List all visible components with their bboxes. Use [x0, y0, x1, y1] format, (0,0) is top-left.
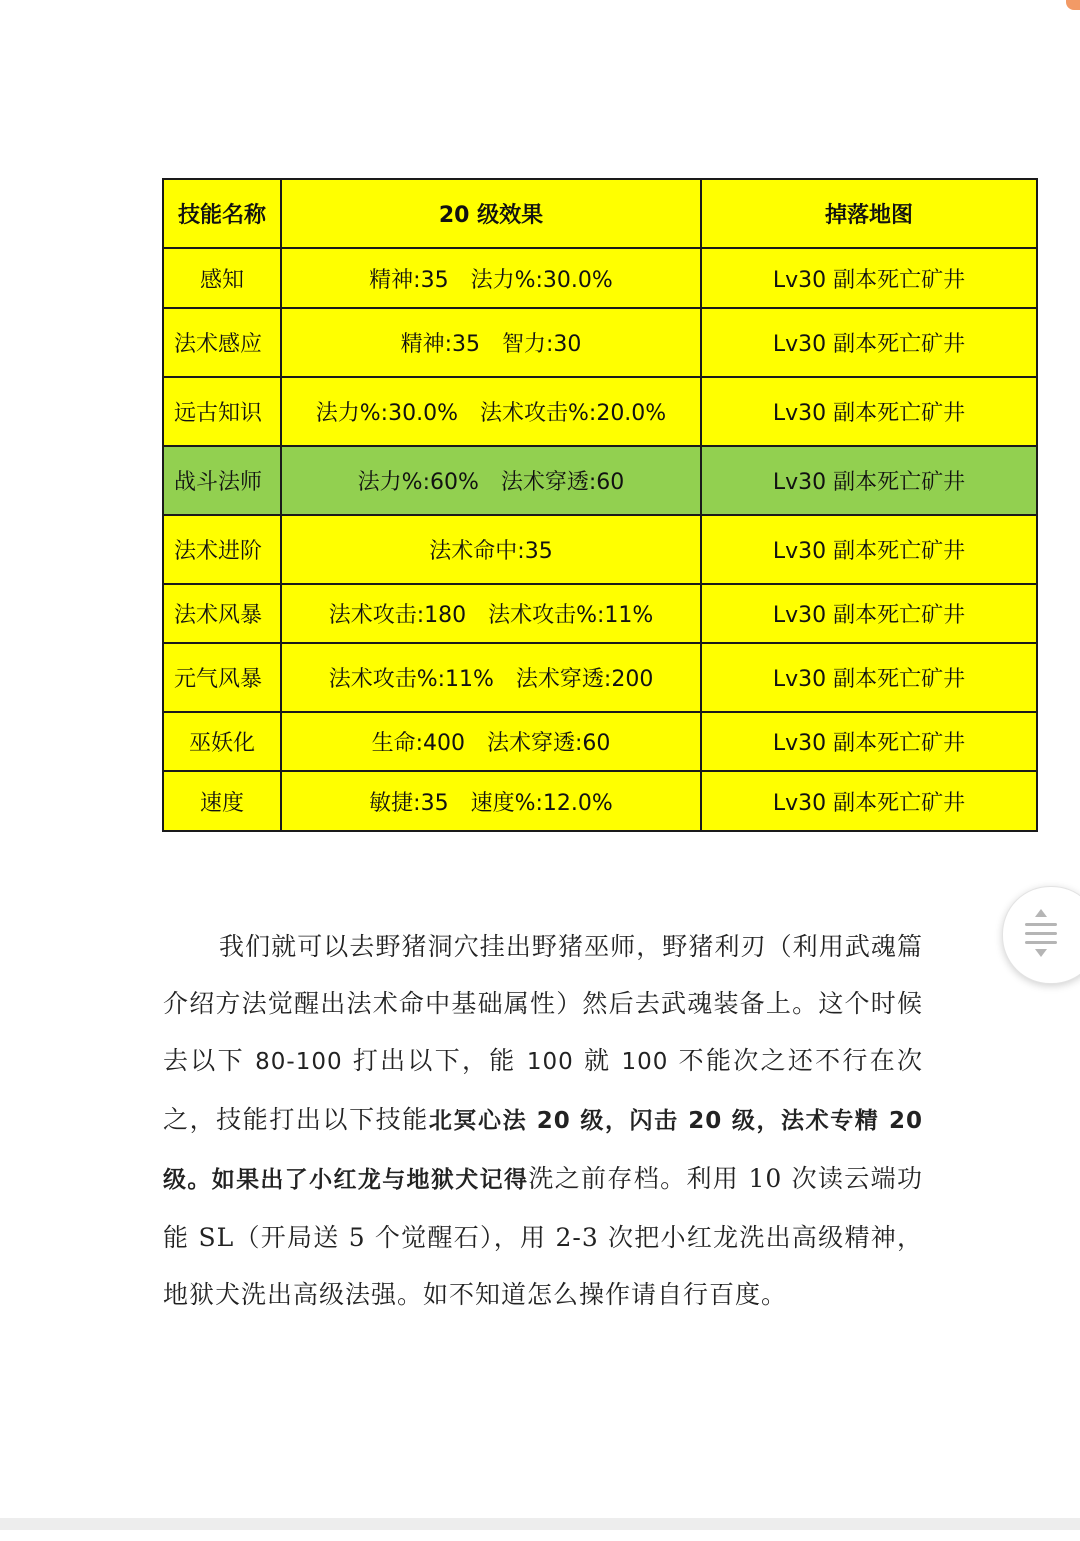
effect-cell — [281, 771, 701, 831]
text-run: 100 — [621, 1049, 669, 1075]
header-skill-name: 技能名称 — [163, 179, 281, 248]
effect-value: 智力:30 — [502, 332, 582, 357]
effect-value: 法力%:60% — [357, 470, 479, 495]
header-effect: 20 级效果 — [281, 179, 701, 248]
effect-value: 法术攻击%:11% — [328, 667, 494, 692]
table-row — [163, 712, 1037, 771]
skill-name-cell: 法术进阶 — [163, 515, 281, 584]
effect-value: 精神:35 — [400, 332, 480, 357]
effect-cell — [281, 584, 701, 643]
effect-value: 精神:35 — [369, 267, 449, 293]
drop-map-cell: Lv30 副本死亡矿井 — [701, 643, 1037, 712]
effect-value: 法术攻击%:11% — [488, 603, 654, 628]
table-row — [163, 248, 1037, 308]
drop-map-cell: Lv30 副本死亡矿井 — [701, 377, 1037, 446]
effect-value: 敏捷:35 — [369, 790, 449, 816]
bottom-bar — [0, 1518, 1080, 1530]
effect-value: 法术命中:35 — [429, 539, 553, 564]
drop-map-cell: Lv30 副本死亡矿井 — [701, 771, 1037, 831]
text-run: 不能次之还不行在次之，技能打出以下技能 — [163, 1046, 923, 1134]
body-paragraph — [163, 918, 923, 1323]
skill-name-cell: 远古知识 — [163, 377, 281, 446]
effect-value: 法术攻击:180 — [328, 603, 467, 628]
effect-value: 速度%:12.0% — [470, 790, 613, 816]
effect-cell — [281, 377, 701, 446]
drop-map-cell: Lv30 副本死亡矿井 — [701, 446, 1037, 515]
effect-cell — [281, 446, 701, 515]
table-row — [163, 515, 1037, 584]
text-run: 100 — [526, 1049, 574, 1075]
skill-name-cell: 速度 — [163, 771, 281, 831]
effect-value: 法力%:30.0% — [315, 401, 458, 426]
effect-cell — [281, 712, 701, 771]
table-body — [163, 248, 1037, 831]
header-drop-map: 掉落地图 — [701, 179, 1037, 248]
scroll-handle-icon — [1021, 907, 1061, 963]
text-run: 洗之前存档。利用 10 次读云端功能 SL（开局送 5 个觉醒石），用 2-3 次把小红龙洗出高级精神，地狱犬洗出高级法强。如不知道怎么操作请自行百度。 — [163, 1164, 923, 1309]
text-run: 80-100 — [255, 1049, 343, 1075]
text-run: 打出以下，能 — [342, 1046, 527, 1075]
effect-value: 法术穿透:60 — [500, 470, 625, 495]
skill-name-cell: 巫妖化 — [163, 712, 281, 771]
drop-map-cell: Lv30 副本死亡矿井 — [701, 584, 1037, 643]
table-row — [163, 446, 1037, 515]
drop-map-cell: Lv30 副本死亡矿井 — [701, 248, 1037, 308]
skill-name-cell: 法术风暴 — [163, 584, 281, 643]
table-row — [163, 643, 1037, 712]
skill-name-cell: 战斗法师 — [163, 446, 281, 515]
drop-map-cell: Lv30 副本死亡矿井 — [701, 712, 1037, 771]
text-run: 我们就可以去野猪洞穴挂出野猪巫师，野猪利刃（利用武魂篇介绍方法觉醒出法术命中基础属性）然后去武魂装备上。这个时候去以下 — [163, 932, 923, 1075]
table-row — [163, 377, 1037, 446]
effect-cell — [281, 515, 701, 584]
effect-value: 法力%:30.0% — [470, 267, 613, 293]
table-header-row — [163, 179, 1037, 248]
skill-name-cell: 感知 — [163, 248, 281, 308]
skill-name-cell: 法术感应 — [163, 308, 281, 377]
top-indicator — [1066, 0, 1080, 10]
effect-cell — [281, 248, 701, 308]
skill-name-cell: 元气风暴 — [163, 643, 281, 712]
effect-value: 法术穿透:60 — [486, 731, 611, 756]
effect-cell — [281, 308, 701, 377]
table-row — [163, 308, 1037, 377]
text-run-bold: 北冥心法 20 级，闪击 20 级，法术专精 20 级。如果出了小红龙与地狱犬记得 — [163, 1108, 923, 1193]
drop-map-cell: Lv30 副本死亡矿井 — [701, 515, 1037, 584]
effect-cell — [281, 643, 701, 712]
scroll-handle[interactable] — [1002, 886, 1080, 984]
skill-table — [162, 178, 1038, 832]
effect-value: 生命:400 — [371, 731, 465, 756]
drop-map-cell: Lv30 副本死亡矿井 — [701, 308, 1037, 377]
table-row — [163, 584, 1037, 643]
effect-value: 法术穿透:200 — [515, 667, 654, 692]
text-run: 就 — [573, 1046, 622, 1075]
table-row — [163, 771, 1037, 831]
effect-value: 法术攻击%:20.0% — [480, 401, 667, 426]
